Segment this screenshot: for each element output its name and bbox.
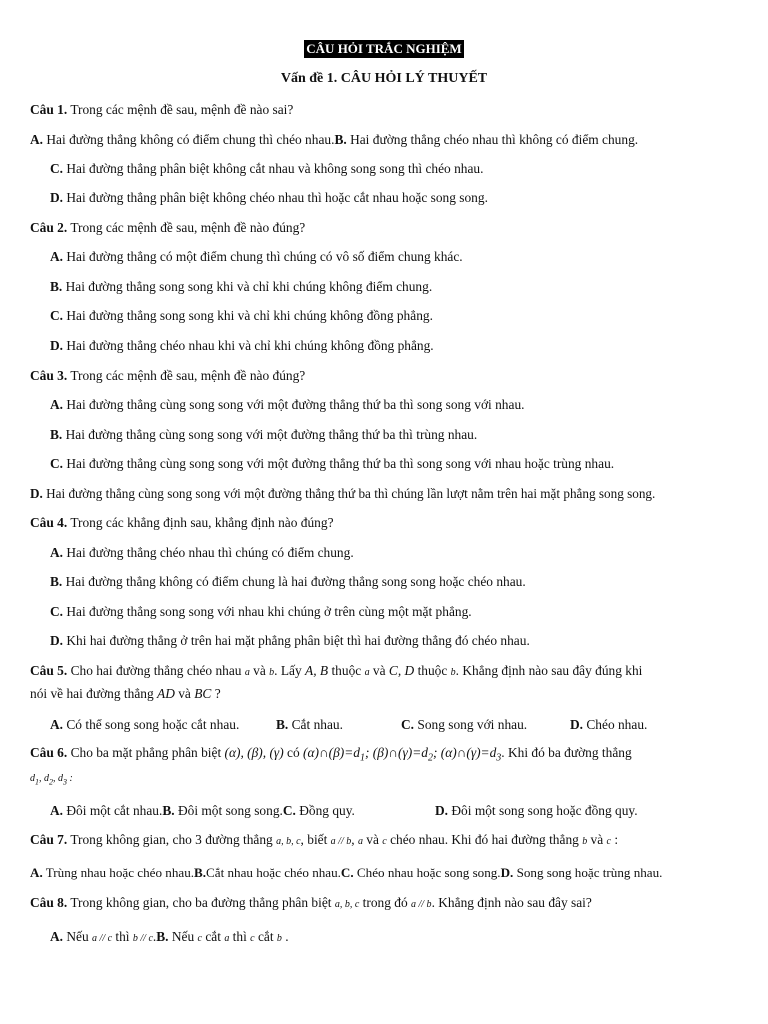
section-title: Vấn đề 1. CÂU HỎI LÝ THUYẾT xyxy=(280,71,488,86)
question-5-option-a: A. Có thể song song hoặc cắt nhau. xyxy=(50,717,240,732)
question-3-option-a: A. Hai đường thẳng cùng song song với một đường thẳng thứ ba thì song song với nhau. xyxy=(50,397,525,412)
question-6-options-abc: A. Đôi một cắt nhau.B. Đôi một song song.C. Đồng quy. xyxy=(50,803,355,818)
question-1-options-ab: A. Hai đường thẳng không có điểm chung thì chéo nhau.B. Hai đường thẳng chéo nhau thì không có điểm chung. xyxy=(30,132,639,147)
question-2-option-b: B. Hai đường thẳng song song khi và chỉ khi chúng không điểm chung. xyxy=(50,279,433,294)
question-5-option-d: D. Chéo nhau. xyxy=(570,717,648,732)
question-1-option-c: C. Hai đường thẳng phân biệt không cắt nhau và không song song thì chéo nhau. xyxy=(50,161,484,176)
question-8-options: A. Nếu a // c thì b // c.B. Nếu c cắt a thì c cắt b . xyxy=(50,929,289,944)
question-7-stem: Câu 7. Trong không gian, cho 3 đường thẳng a, b, c, biết a // b, a và c chéo nhau. Khi đó hai đường thẳng b và c : xyxy=(30,832,619,847)
question-6-option-d: D. Đôi một song song hoặc đồng quy. xyxy=(435,803,638,818)
question-4-option-d: D. Khi hai đường thẳng ở trên hai mặt phẳng phân biệt thì hai đường thẳng đó chéo nhau. xyxy=(50,633,530,648)
question-3-option-c: C. Hai đường thẳng cùng song song với một đường thẳng thứ ba thì song song với nhau hoặc trùng nhau. xyxy=(50,456,615,471)
question-1-stem: Câu 1. Trong các mệnh đề sau, mệnh đề nào sai? xyxy=(30,102,294,117)
question-8-stem: Câu 8. Trong không gian, cho ba đường thẳng phân biệt a, b, c trong đó a // b. Khẳng định nào sau đây sai? xyxy=(30,895,592,910)
question-3-stem: Câu 3. Trong các mệnh đề sau, mệnh đề nào đúng? xyxy=(30,368,306,383)
question-5-stem-line-2: nói về hai đường thẳng AD và BC ? xyxy=(30,686,221,701)
question-3-option-d: D. Hai đường thẳng cùng song song với một đường thẳng thứ ba thì chúng lần lượt nằm trên hai mặt phẳng song song. xyxy=(30,486,656,501)
question-2-option-c: C. Hai đường thẳng song song khi và chỉ khi chúng không đồng phẳng. xyxy=(50,308,433,323)
question-6-stem-line-1: Câu 6. Cho ba mặt phẳng phân biệt (α), (β), (γ) có $(\alpha)\cap(\beta)=d_1$; $(\beta)\cap(\gamma)=d_2$; $(\alpha)\cap(\gamma)=d_3$. Khi đó ba đường thẳng xyxy=(30,745,632,764)
question-5-option-c: C. Song song với nhau. xyxy=(401,717,528,732)
question-7-options: A. Trùng nhau hoặc chéo nhau.B.Cắt nhau hoặc chéo nhau.C. Chéo nhau hoặc song song.D. Song song hoặc trùng nhau. xyxy=(30,865,663,880)
question-4-stem: Câu 4. Trong các khẳng định sau, khẳng định nào đúng? xyxy=(30,515,334,530)
question-4-option-b: B. Hai đường thẳng không có điểm chung là hai đường thẳng song song hoặc chéo nhau. xyxy=(50,574,526,589)
header-title: CÂU HỎI TRẮC NGHIỆM xyxy=(306,41,462,56)
header-line xyxy=(0,40,768,58)
question-4-option-a: A. Hai đường thẳng chéo nhau thì chúng có điểm chung. xyxy=(50,545,354,560)
question-2-option-d: D. Hai đường thẳng chéo nhau khi và chỉ khi chúng không đồng phẳng. xyxy=(50,338,434,353)
question-3-option-b: B. Hai đường thẳng cùng song song với một đường thẳng thứ ba thì trùng nhau. xyxy=(50,427,478,442)
question-5-option-b: B. Cắt nhau. xyxy=(276,717,343,732)
question-2-stem: Câu 2. Trong các mệnh đề sau, mệnh đề nào đúng? xyxy=(30,220,306,235)
question-2-option-a: A. Hai đường thẳng có một điểm chung thì chúng có vô số điểm chung khác. xyxy=(50,249,463,264)
question-6-stem-line-2: $d_1$, $d_2$, $d_3$ : xyxy=(30,773,73,787)
question-1-option-d: D. Hai đường thẳng phân biệt không chéo nhau thì hoặc cắt nhau hoặc song song. xyxy=(50,190,488,205)
question-4-option-c: C. Hai đường thẳng song song với nhau khi chúng ở trên cùng một mặt phẳng. xyxy=(50,604,472,619)
question-5-stem-line-1: Câu 5. Cho hai đường thẳng chéo nhau a và b. Lấy A, B thuộc a và C, D thuộc b. Khẳng định nào sau đây đúng khi xyxy=(30,663,643,678)
